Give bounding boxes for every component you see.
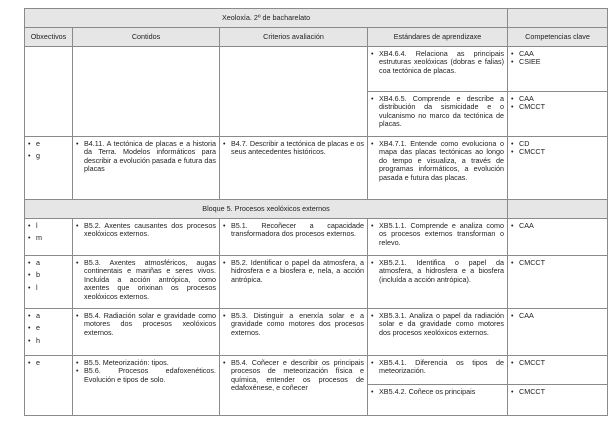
list-item: • m [28,234,69,242]
section-heading: Bloque 5. Procesos xeolóxicos externos [25,200,508,219]
cell-competencias [508,219,608,256]
list-item: • XB5.4.1. Diferencia os tipos de meteorización. [371,359,504,376]
cell-obxectivos [25,219,73,256]
list-item: • XB5.1.1. Comprende e analiza como os procesos externos transforman o relevo. [371,222,504,247]
cell-competencias [508,137,608,200]
list-item: • B5.4. Radiación solar e gravidade como motores dos procesos xeolóxicos externos. [76,312,216,337]
cell-contidos [73,256,220,309]
cell-contidos [73,47,220,137]
table-row [25,356,608,385]
cell-estandar [368,137,508,200]
list-item: • l [28,284,69,292]
table-row [25,137,608,200]
cell-obxectivos [25,137,73,200]
header-competencias: Competencias clave [508,28,608,47]
cell-estandar [368,309,508,356]
header-contidos: Contidos [73,28,220,47]
cell-estandar [368,385,508,416]
cell-competencias [508,256,608,309]
list-item: • CMCCT [511,259,604,267]
cell-estandar [368,356,508,385]
header-estandares: Estándares de aprendizaxe [368,28,508,47]
list-item: • B4.7. Describir a tectónica de placas e os seus antecedentes históricos. [223,140,364,157]
cell-criterios [220,356,368,416]
cell-obxectivos [25,47,73,137]
cell-criterios [220,47,368,137]
list-item: • XB5.3.1. Analiza o papel da radiación solar e da gravidade como motores dos procesos xeolóxicos externos. [371,312,504,337]
table-row [25,309,608,356]
cell-criterios [220,137,368,200]
list-item: • CMCCT [511,359,604,367]
cell-competencias [508,385,608,416]
list-item: • XB4.6.5. Comprende e describe a distribución da sismicidade e o vulcanismo no marco da tectónica de placas. [371,95,504,129]
list-item: • a [28,312,69,320]
cell-estandar [368,219,508,256]
list-item: • XB5.4.2. Coñece os principais [371,388,504,396]
list-item: • e [28,140,69,148]
cell-estandar [368,256,508,309]
section-heading-empty-cell [508,200,608,219]
list-item: • CMCCT [511,388,604,396]
header-criterios: Criterios avaliación [220,28,368,47]
cell-criterios [220,309,368,356]
list-item: • B5.5. Meteorización: tipos. [76,359,216,367]
cell-obxectivos [25,309,73,356]
cell-competencias [508,47,608,92]
list-item: • b [28,271,69,279]
list-item: • B5.2. Axentes causantes dos procesos xeolóxicos externos. [76,222,216,239]
cell-estandar [368,47,508,92]
list-item: • B5.3. Axentes atmosféricos, augas continentais e mariñas e seres vivos. Incluída a acción antrópica, como axentes que orixinan os procesos xeolóxicos externos. [76,259,216,301]
cell-contidos [73,219,220,256]
list-item: • CMCCT [511,103,604,111]
list-item: • h [28,337,69,345]
table-title: Xeoloxía. 2º de bacharelato [25,9,508,28]
cell-criterios [220,219,368,256]
table-row [25,256,608,309]
cell-contidos [73,356,220,416]
list-item: • CSIEE [511,58,604,66]
list-item: • XB5.2.1. Identifica o papel da atmosfera, a hidrosfera e a biosfera (incluída a acción antrópica). [371,259,504,284]
table-row [25,47,608,92]
list-item: • B5.4. Coñecer e describir os principais procesos de meteorización física e química, entender os procesos de edafoxénese, e coñecer [223,359,364,393]
cell-competencias [508,92,608,137]
list-item: • B5.3. Distinguir a enerxía solar e a gravidade como motores dos procesos externos. [223,312,364,337]
list-item: • CAA [511,222,604,230]
list-item: • l [28,222,69,230]
list-item: • B5.6. Procesos edafoxenéticos. Evolución e tipos de solo. [76,367,216,384]
list-item: • B5.1. Recoñecer a capacidade transformadora dos procesos externos. [223,222,364,239]
list-item: • XB4.7.1. Entende como evoluciona o mapa das placas tectónicas ao longo do tempo e visualiza, a través de programas informáticos, a evolución pasada e futura das placas. [371,140,504,182]
table-row [25,219,608,256]
list-item: • g [28,152,69,160]
list-item: • a [28,259,69,267]
list-item: • CMCCT [511,148,604,156]
cell-obxectivos [25,256,73,309]
curriculum-table [24,8,608,416]
cell-obxectivos [25,356,73,416]
cell-competencias [508,356,608,385]
list-item: • CAA [511,50,604,58]
table-title-empty-cell [508,9,608,28]
cell-contidos [73,137,220,200]
list-item: • e [28,324,69,332]
cell-estandar [368,92,508,137]
cell-competencias [508,309,608,356]
list-item: • B4.11. A tectónica de placas e a historia da Terra. Modelos informáticos para describir a evolución pasada e futura das placas [76,140,216,174]
list-item: • CD [511,140,604,148]
list-item: • B5.2. Identificar o papel da atmosfera, a hidrosfera e a biosfera e, nela, a acción antrópica. [223,259,364,284]
list-item: • e [28,359,69,367]
list-item: • XB4.6.4. Relaciona as principais estruturas xeolóxicas (dobras e falias) coa tectónica de placas. [371,50,504,75]
list-item: • CAA [511,312,604,320]
cell-criterios [220,256,368,309]
header-obxectivos: Obxectivos [25,28,73,47]
cell-contidos [73,309,220,356]
list-item: • CAA [511,95,604,103]
